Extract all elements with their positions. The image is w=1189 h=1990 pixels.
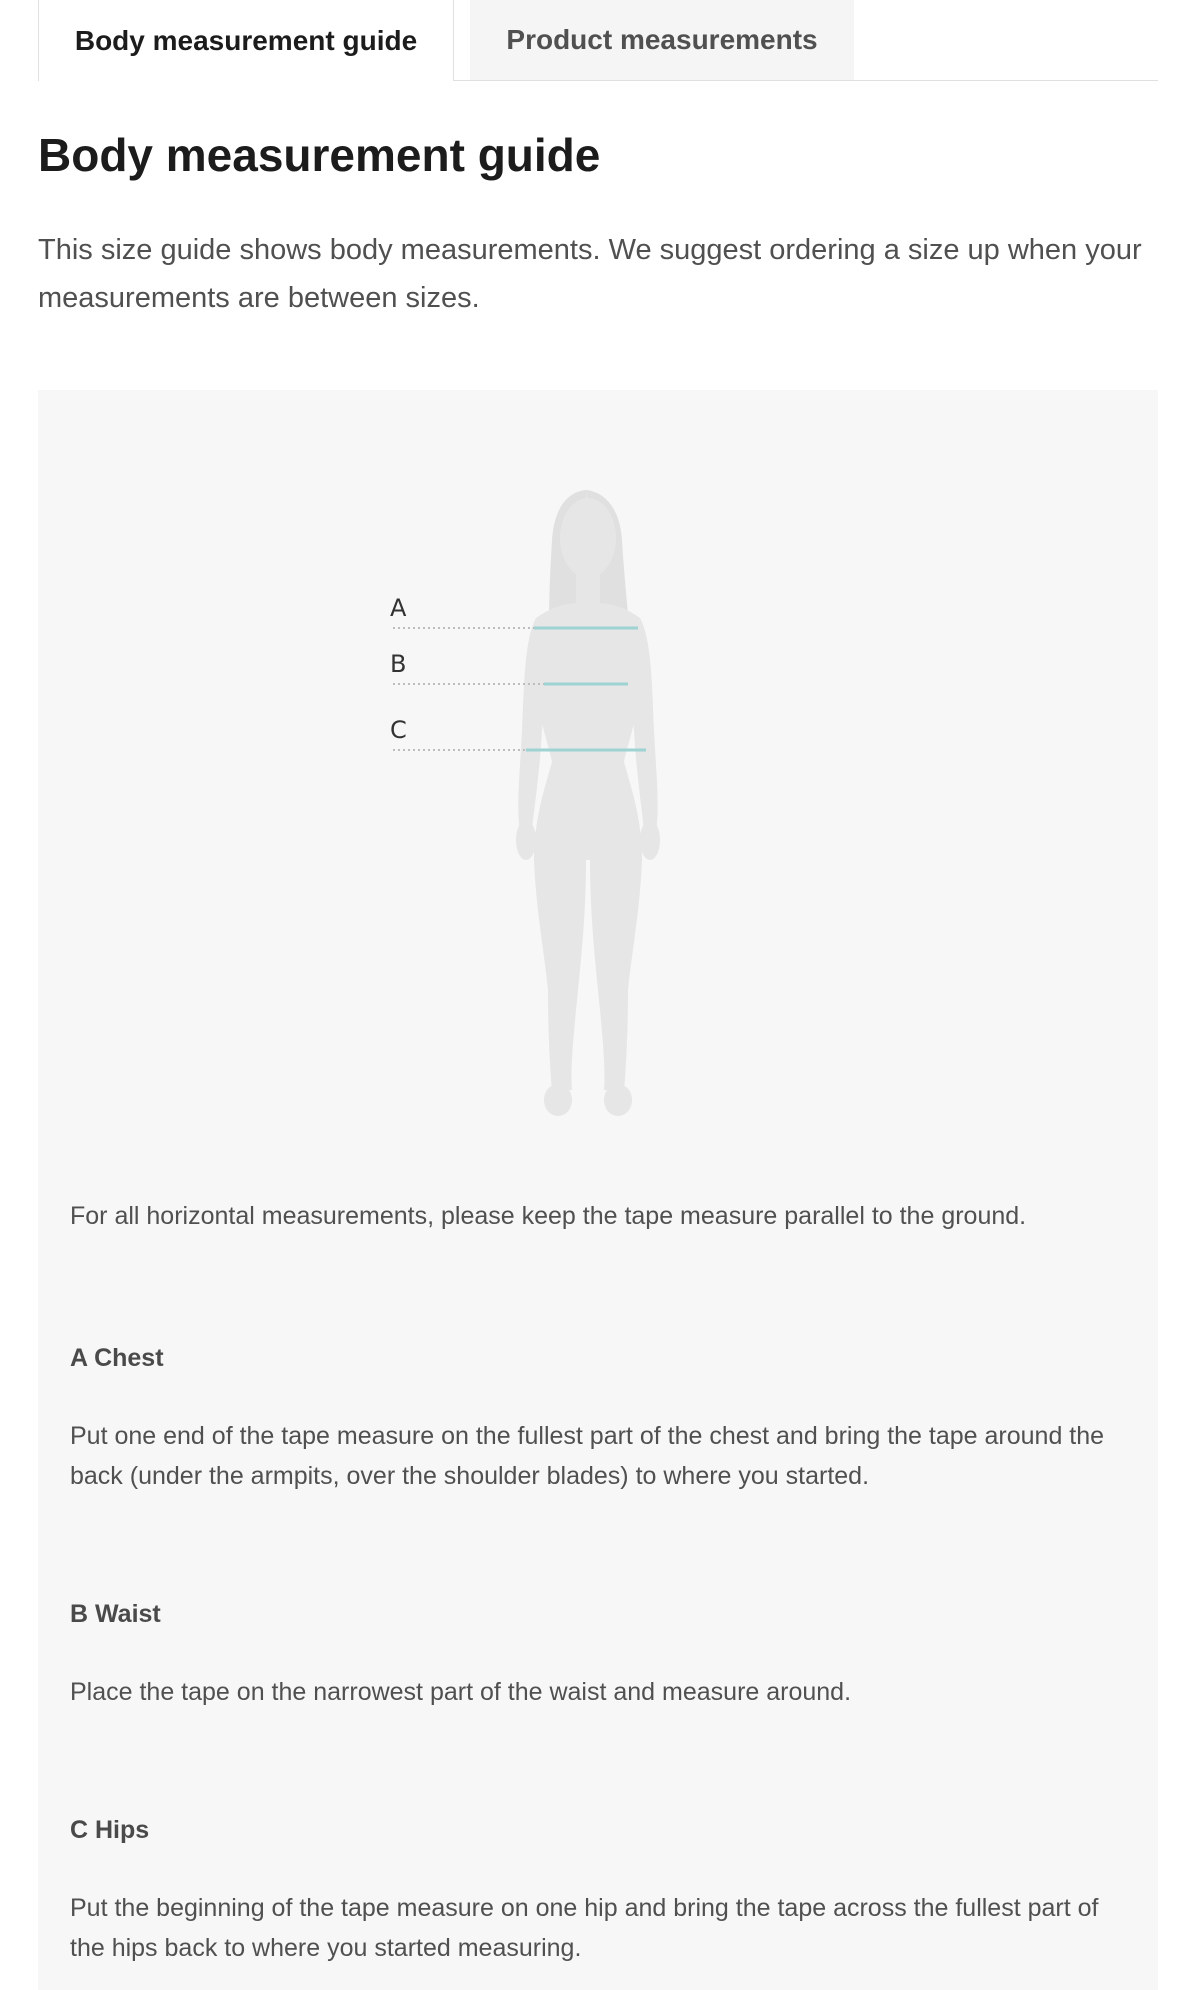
measurement-panel xyxy=(38,390,1158,1990)
hips-heading: C Hips xyxy=(70,1816,150,1844)
marker-a: A xyxy=(390,594,407,622)
tab-product-measurements[interactable]: Product measurements xyxy=(470,0,854,80)
hips-text: Put the beginning of the tape measure on one hip and bring the tape across the fullest part of the hips back to where you started measuring. xyxy=(70,1894,1099,1962)
chest-heading: A Chest xyxy=(70,1344,164,1372)
chest-text: Put one end of the tape measure on the fullest part of the chest and bring the tape around the back (under the armpits, over the shoulder blades) to where you started. xyxy=(70,1422,1105,1490)
body-figure-illustration xyxy=(38,390,1158,1130)
waist-text: Place the tape on the narrowest part of the waist and measure around. xyxy=(70,1678,852,1706)
page-title: Body measurement guide xyxy=(38,129,601,181)
horizontal-note: For all horizontal measurements, please keep the tape measure parallel to the ground. xyxy=(70,1202,1027,1230)
marker-c: C xyxy=(390,716,407,744)
tab-body-measurement-guide[interactable]: Body measurement guide xyxy=(38,0,454,81)
intro-text: This size guide shows body measurements. We suggest ordering a size up when your measurements are between sizes. xyxy=(38,234,1142,314)
silhouette xyxy=(516,490,660,1116)
marker-b: B xyxy=(390,650,407,678)
waist-heading: B Waist xyxy=(70,1600,161,1628)
tab-bar xyxy=(38,0,1158,81)
